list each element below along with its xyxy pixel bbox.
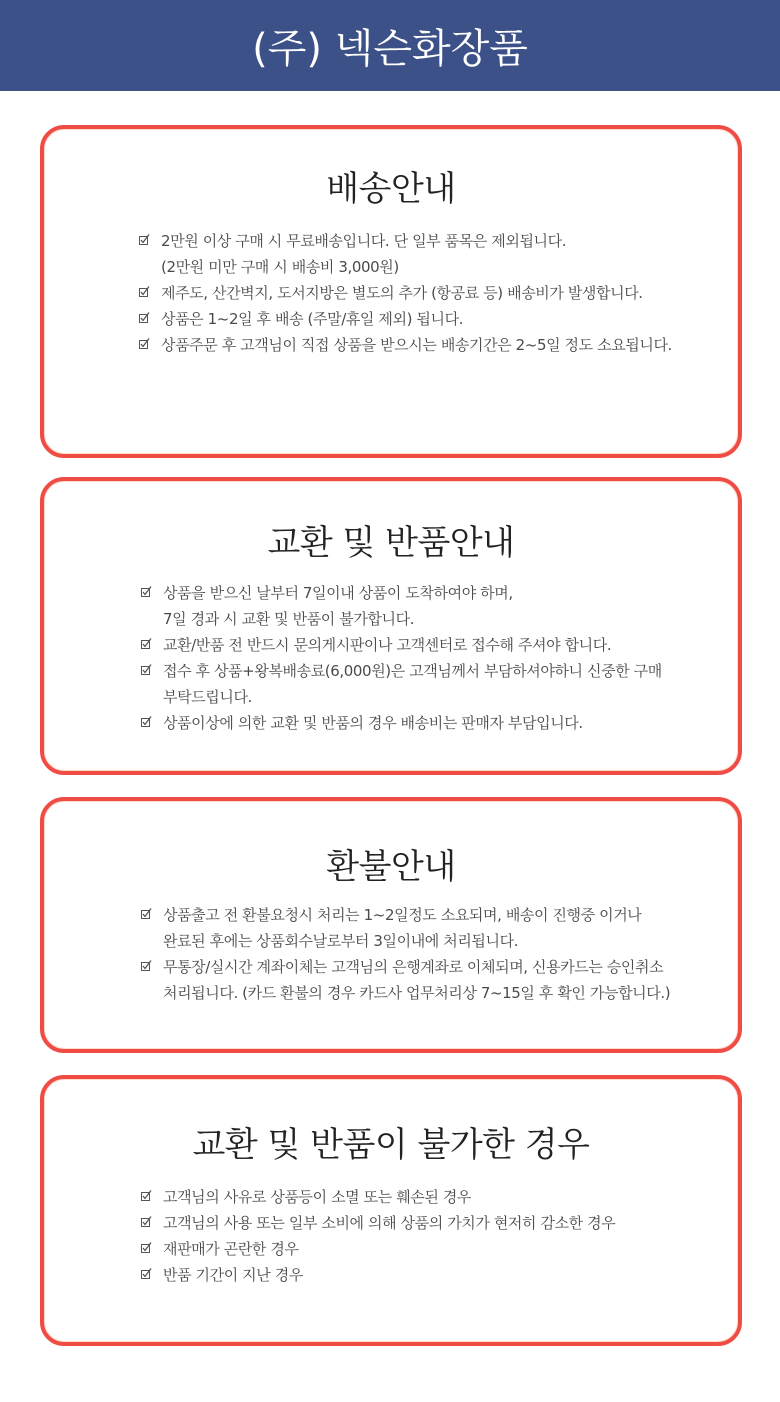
list-item xyxy=(141,1236,738,1262)
list-item xyxy=(139,332,738,358)
refund-info-list xyxy=(141,902,738,1006)
checkbox-check-icon xyxy=(141,638,152,649)
checkbox-check-icon xyxy=(139,338,150,349)
checkbox-check-icon xyxy=(141,716,152,727)
list-item xyxy=(141,954,738,1006)
list-item-text: 반품 기간이 지난 경우 xyxy=(163,1266,303,1284)
list-item-text: 고객님의 사용 또는 일부 소비에 의해 상품의 가치가 현저히 감소한 경우 xyxy=(163,1214,616,1232)
list-item xyxy=(141,632,738,658)
checkbox-check-icon xyxy=(141,1216,152,1227)
checkbox-check-icon xyxy=(141,1268,152,1279)
section-title: 환불안내 xyxy=(326,847,456,887)
section-title: 교환 및 반품이 불가한 경우 xyxy=(192,1125,590,1165)
list-item xyxy=(141,902,738,954)
list-item-text: (2만원 미만 구매 시 배송비 3,000원) xyxy=(161,258,399,276)
list-item-text: 무통장/실시간 계좌이체는 고객님의 은행계좌로 이체되며, 신용카드는 승인취소 xyxy=(163,958,664,976)
list-item xyxy=(141,1262,738,1288)
list-item xyxy=(141,1184,738,1210)
section-title: 배송안내 xyxy=(326,169,456,209)
list-item-text: 제주도, 산간벽지, 도서지방은 별도의 추가 (항공료 등) 배송비가 발생합니다. xyxy=(161,284,643,302)
non-returnable-card xyxy=(40,1075,742,1346)
list-item-text: 접수 후 상품+왕복배송료(6,000원)은 고객님께서 부담하셔야하니 신중한 구매 xyxy=(163,662,662,680)
company-title: (주) 넥슨화장품 xyxy=(252,26,528,72)
list-item xyxy=(139,228,738,280)
shipping-info-card xyxy=(40,125,742,458)
refund-info-card xyxy=(40,797,742,1053)
section-title: 교환 및 반품안내 xyxy=(267,523,515,563)
shipping-info-list xyxy=(139,228,738,358)
list-item xyxy=(141,1210,738,1236)
list-item xyxy=(139,280,738,306)
checkbox-check-icon xyxy=(139,234,150,245)
list-item-text: 상품은 1~2일 후 배송 (주말/휴일 제외) 됩니다. xyxy=(161,310,464,328)
checkbox-check-icon xyxy=(139,312,150,323)
list-item-text: 상품이상에 의한 교환 및 반품의 경우 배송비는 판매자 부담입니다. xyxy=(163,714,583,732)
exchange-return-card xyxy=(40,477,742,775)
list-item-text: 상품출고 전 환불요청시 처리는 1~2일정도 소요되며, 배송이 진행중 이거나 xyxy=(163,906,642,924)
checkbox-check-icon xyxy=(141,960,152,971)
exchange-return-list xyxy=(141,580,738,736)
checkbox-check-icon xyxy=(141,664,152,675)
list-item-text: 고객님의 사유로 상품등이 소멸 또는 훼손된 경우 xyxy=(163,1188,472,1206)
list-item xyxy=(139,306,738,332)
list-item-text: 교환/반품 전 반드시 문의게시판이나 고객센터로 접수해 주셔야 합니다. xyxy=(163,636,612,654)
checkbox-check-icon xyxy=(141,586,152,597)
list-item xyxy=(141,580,738,632)
header-bar xyxy=(0,0,780,91)
list-item xyxy=(141,710,738,736)
list-item-text: 처리됩니다. (카드 환불의 경우 카드사 업무처리상 7~15일 후 확인 가능합니다.) xyxy=(163,984,671,1002)
checkbox-check-icon xyxy=(141,1190,152,1201)
list-item-text: 재판매가 곤란한 경우 xyxy=(163,1240,299,1258)
checkbox-check-icon xyxy=(141,1242,152,1253)
checkbox-check-icon xyxy=(139,286,150,297)
checkbox-check-icon xyxy=(141,908,152,919)
list-item-text: 7일 경과 시 교환 및 반품이 불가합니다. xyxy=(163,610,415,628)
non-returnable-list xyxy=(141,1184,738,1288)
list-item xyxy=(141,658,738,710)
list-item-text: 부탁드립니다. xyxy=(163,688,252,706)
list-item-text: 2만원 이상 구매 시 무료배송입니다. 단 일부 품목은 제외됩니다. xyxy=(161,232,567,250)
list-item-text: 상품주문 후 고객님이 직접 상품을 받으시는 배송기간은 2~5일 정도 소요됩니다. xyxy=(161,336,672,354)
list-item-text: 완료된 후에는 상품회수날로부터 3일이내에 처리됩니다. xyxy=(163,932,519,950)
list-item-text: 상품을 받으신 날부터 7일이내 상품이 도착하여야 하며, xyxy=(163,584,513,602)
